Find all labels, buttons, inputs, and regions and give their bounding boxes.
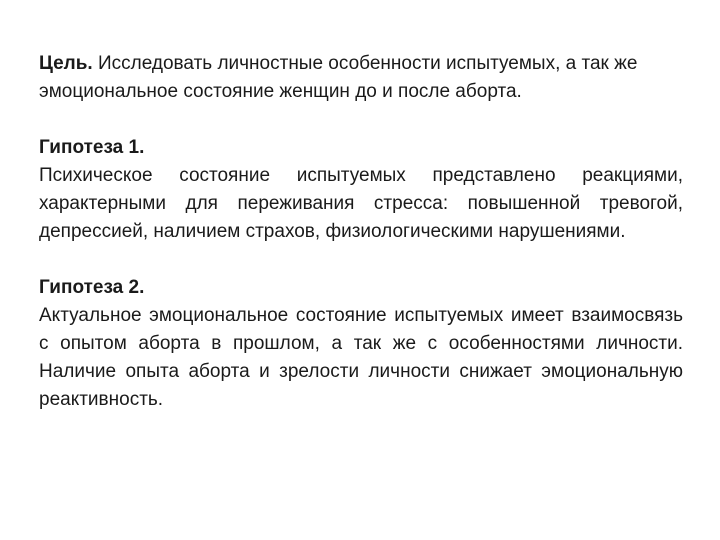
goal-label: Цель. [39,53,93,74]
goal-text: Исследовать личностные особенности испытуемых, а так же эмоциональное состояние женщин до и после аборта. [39,53,638,102]
hypothesis-1-text: Психическое состояние испытуемых представлено реакциями, характерными для переживания стресса: повышенной тревогой, депрессией, наличием страхов, физиологическими нарушениями. [39,165,683,242]
hypothesis-2-text: Актуальное эмоциональное состояние испытуемых имеет взаимосвязь с опытом аборта в прошлом, а так же с особенностями личности. Наличие опыта аборта и зрелости личности снижает эмоциональную реактивность. [39,305,683,410]
goal-paragraph [39,50,683,106]
hypothesis-2 [39,274,683,414]
slide-content [39,50,683,414]
hypothesis-1 [39,134,683,246]
hypothesis-2-title: Гипотеза 2. [39,277,145,298]
hypothesis-1-title: Гипотеза 1. [39,137,145,158]
